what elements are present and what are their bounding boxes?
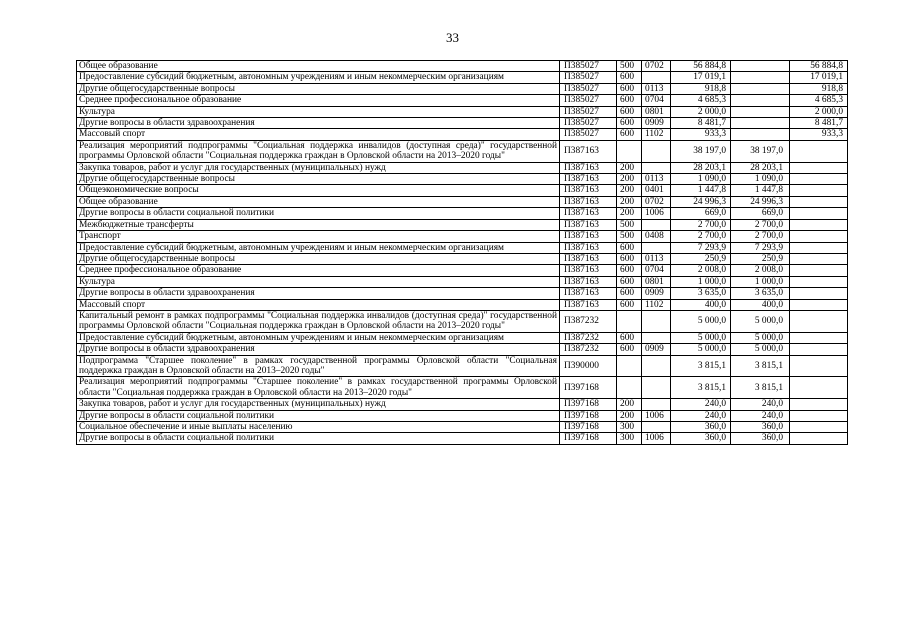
expense-type-cell: 600 xyxy=(617,72,642,83)
expense-name-cell: Среднее профессиональное образование xyxy=(77,265,560,276)
amount-column-2-cell xyxy=(790,288,848,299)
expense-name-cell: Среднее профессиональное образование xyxy=(77,95,560,106)
expense-type-cell: 300 xyxy=(617,422,642,433)
amount-column-1-cell: 1 447,8 xyxy=(731,185,790,196)
expense-name-cell: Другие общегосударственные вопросы xyxy=(77,174,560,185)
target-code-cell: П387232 xyxy=(560,310,617,332)
table-row xyxy=(77,208,848,219)
target-code-cell: П387163 xyxy=(560,219,617,230)
table-row xyxy=(77,231,848,242)
amount-column-1-cell: 5 000,0 xyxy=(731,332,790,343)
expense-name-cell: Закупка товаров, работ и услуг для государственных (муниципальных) нужд xyxy=(77,162,560,173)
amount-column-1-cell xyxy=(731,83,790,94)
table-row xyxy=(77,433,848,444)
amount-column-1-cell xyxy=(731,61,790,72)
table-row xyxy=(77,129,848,140)
amount-column-1-cell xyxy=(731,118,790,129)
expense-name-cell: Капитальный ремонт в рамках подпрограммы "Социальная поддержка инвалидов (доступная среда)" государственной программы Орловской области "Социальная поддержка граждан в Орловской области на 2013–2020 годы" xyxy=(77,310,560,332)
total-amount-cell: 2 700,0 xyxy=(671,219,731,230)
expense-type-cell: 500 xyxy=(617,219,642,230)
amount-column-2-cell: 17 019,1 xyxy=(790,72,848,83)
table-row xyxy=(77,140,848,162)
amount-column-2-cell xyxy=(790,422,848,433)
table-row xyxy=(77,61,848,72)
expense-type-cell: 600 xyxy=(617,344,642,355)
amount-column-2-cell xyxy=(790,332,848,343)
amount-column-2-cell xyxy=(790,355,848,377)
total-amount-cell: 1 090,0 xyxy=(671,174,731,185)
amount-column-1-cell: 5 000,0 xyxy=(731,310,790,332)
expense-type-cell xyxy=(617,377,642,399)
table-row xyxy=(77,310,848,332)
table-row xyxy=(77,219,848,230)
target-code-cell: П385027 xyxy=(560,106,617,117)
table-row xyxy=(77,253,848,264)
amount-column-2-cell xyxy=(790,310,848,332)
expense-type-cell xyxy=(617,310,642,332)
total-amount-cell: 933,3 xyxy=(671,129,731,140)
total-amount-cell: 2 008,0 xyxy=(671,265,731,276)
expense-type-cell: 600 xyxy=(617,95,642,106)
target-code-cell: П385027 xyxy=(560,118,617,129)
total-amount-cell: 17 019,1 xyxy=(671,72,731,83)
target-code-cell: П387232 xyxy=(560,344,617,355)
amount-column-1-cell xyxy=(731,106,790,117)
section-code-cell xyxy=(642,422,671,433)
expense-type-cell: 600 xyxy=(617,265,642,276)
section-code-cell xyxy=(642,219,671,230)
target-code-cell: П387163 xyxy=(560,162,617,173)
amount-column-2-cell xyxy=(790,377,848,399)
amount-column-1-cell: 250,9 xyxy=(731,253,790,264)
total-amount-cell: 56 884,8 xyxy=(671,61,731,72)
expense-type-cell: 600 xyxy=(617,299,642,310)
amount-column-1-cell: 669,0 xyxy=(731,208,790,219)
total-amount-cell: 3 815,1 xyxy=(671,377,731,399)
section-code-cell: 0909 xyxy=(642,344,671,355)
expense-name-cell: Другие вопросы в области социальной политики xyxy=(77,433,560,444)
target-code-cell: П385027 xyxy=(560,61,617,72)
total-amount-cell: 24 996,3 xyxy=(671,196,731,207)
total-amount-cell: 360,0 xyxy=(671,422,731,433)
target-code-cell: П387163 xyxy=(560,140,617,162)
total-amount-cell: 5 000,0 xyxy=(671,344,731,355)
target-code-cell: П385027 xyxy=(560,95,617,106)
table-row xyxy=(77,344,848,355)
expense-name-cell: Предоставление субсидий бюджетным, автономным учреждениям и иным некоммерческим организациям xyxy=(77,332,560,343)
amount-column-1-cell: 3 815,1 xyxy=(731,377,790,399)
expense-name-cell: Предоставление субсидий бюджетным, автономным учреждениям и иным некоммерческим организациям xyxy=(77,72,560,83)
expense-name-cell: Другие вопросы в области социальной политики xyxy=(77,410,560,421)
expense-type-cell: 300 xyxy=(617,433,642,444)
target-code-cell: П385027 xyxy=(560,72,617,83)
amount-column-2-cell xyxy=(790,242,848,253)
total-amount-cell: 240,0 xyxy=(671,410,731,421)
page-number: 33 xyxy=(446,30,459,45)
section-code-cell xyxy=(642,332,671,343)
total-amount-cell: 5 000,0 xyxy=(671,310,731,332)
amount-column-1-cell xyxy=(731,95,790,106)
amount-column-1-cell: 3 635,0 xyxy=(731,288,790,299)
amount-column-2-cell: 933,3 xyxy=(790,129,848,140)
amount-column-2-cell: 8 481,7 xyxy=(790,118,848,129)
table-row xyxy=(77,377,848,399)
expense-type-cell: 600 xyxy=(617,106,642,117)
total-amount-cell: 240,0 xyxy=(671,399,731,410)
table-row xyxy=(77,399,848,410)
expense-type-cell: 600 xyxy=(617,118,642,129)
section-code-cell: 0702 xyxy=(642,61,671,72)
section-code-cell: 0113 xyxy=(642,174,671,185)
amount-column-2-cell xyxy=(790,276,848,287)
expense-name-cell: Предоставление субсидий бюджетным, автономным учреждениям и иным некоммерческим организациям xyxy=(77,242,560,253)
expense-name-cell: Общее образование xyxy=(77,61,560,72)
amount-column-2-cell xyxy=(790,433,848,444)
table-row xyxy=(77,72,848,83)
expense-type-cell: 200 xyxy=(617,196,642,207)
section-code-cell: 1006 xyxy=(642,208,671,219)
amount-column-2-cell: 2 000,0 xyxy=(790,106,848,117)
total-amount-cell: 3 635,0 xyxy=(671,288,731,299)
section-code-cell: 0909 xyxy=(642,288,671,299)
amount-column-1-cell: 240,0 xyxy=(731,410,790,421)
amount-column-1-cell: 2 700,0 xyxy=(731,231,790,242)
table-row xyxy=(77,106,848,117)
table-row xyxy=(77,95,848,106)
section-code-cell: 1006 xyxy=(642,433,671,444)
total-amount-cell: 669,0 xyxy=(671,208,731,219)
total-amount-cell: 8 481,7 xyxy=(671,118,731,129)
section-code-cell: 1102 xyxy=(642,129,671,140)
total-amount-cell: 360,0 xyxy=(671,433,731,444)
expense-name-cell: Подпрограмма "Старшее поколение" в рамках государственной программы Орловской области "Социальная поддержка граждан в Орловской области на 2013–2020 годы" xyxy=(77,355,560,377)
expense-type-cell: 200 xyxy=(617,208,642,219)
expense-name-cell: Массовый спорт xyxy=(77,129,560,140)
section-code-cell: 0704 xyxy=(642,95,671,106)
amount-column-1-cell: 2 700,0 xyxy=(731,219,790,230)
amount-column-1-cell: 1 090,0 xyxy=(731,174,790,185)
amount-column-1-cell: 5 000,0 xyxy=(731,344,790,355)
total-amount-cell: 4 685,3 xyxy=(671,95,731,106)
section-code-cell: 0113 xyxy=(642,253,671,264)
expense-type-cell: 600 xyxy=(617,129,642,140)
expense-name-cell: Другие вопросы в области здравоохранения xyxy=(77,288,560,299)
expense-name-cell: Социальное обеспечение и иные выплаты населению xyxy=(77,422,560,433)
expense-type-cell: 500 xyxy=(617,61,642,72)
target-code-cell: П387163 xyxy=(560,231,617,242)
section-code-cell: 1006 xyxy=(642,410,671,421)
amount-column-1-cell: 28 203,1 xyxy=(731,162,790,173)
total-amount-cell: 3 815,1 xyxy=(671,355,731,377)
amount-column-1-cell: 38 197,0 xyxy=(731,140,790,162)
amount-column-1-cell xyxy=(731,72,790,83)
target-code-cell: П387232 xyxy=(560,332,617,343)
target-code-cell: П387163 xyxy=(560,196,617,207)
amount-column-2-cell xyxy=(790,162,848,173)
total-amount-cell: 5 000,0 xyxy=(671,332,731,343)
table-row xyxy=(77,332,848,343)
amount-column-2-cell xyxy=(790,265,848,276)
amount-column-2-cell xyxy=(790,399,848,410)
expense-type-cell: 600 xyxy=(617,242,642,253)
section-code-cell xyxy=(642,72,671,83)
amount-column-1-cell: 3 815,1 xyxy=(731,355,790,377)
target-code-cell: П387163 xyxy=(560,208,617,219)
amount-column-2-cell: 4 685,3 xyxy=(790,95,848,106)
target-code-cell: П385027 xyxy=(560,129,617,140)
target-code-cell: П397168 xyxy=(560,433,617,444)
table-row xyxy=(77,299,848,310)
expense-type-cell: 200 xyxy=(617,399,642,410)
expense-type-cell: 200 xyxy=(617,162,642,173)
section-code-cell: 0113 xyxy=(642,83,671,94)
amount-column-2-cell xyxy=(790,231,848,242)
table-row xyxy=(77,174,848,185)
section-code-cell xyxy=(642,310,671,332)
total-amount-cell: 1 447,8 xyxy=(671,185,731,196)
table-row xyxy=(77,118,848,129)
section-code-cell: 0801 xyxy=(642,106,671,117)
section-code-cell xyxy=(642,377,671,399)
table-row xyxy=(77,162,848,173)
amount-column-2-cell xyxy=(790,344,848,355)
section-code-cell xyxy=(642,399,671,410)
target-code-cell: П387163 xyxy=(560,174,617,185)
amount-column-2-cell xyxy=(790,185,848,196)
total-amount-cell: 400,0 xyxy=(671,299,731,310)
expense-name-cell: Другие вопросы в области здравоохранения xyxy=(77,344,560,355)
expense-name-cell: Реализация мероприятий подпрограммы "Социальная поддержка инвалидов (доступная среда)" государственной программы Орловской области "Социальная поддержка граждан в Орловской области на 2013–2020 годы" xyxy=(77,140,560,162)
amount-column-2-cell xyxy=(790,253,848,264)
amount-column-1-cell: 400,0 xyxy=(731,299,790,310)
target-code-cell: П387163 xyxy=(560,276,617,287)
expense-name-cell: Реализация мероприятий подпрограммы "Старшее поколение" в рамках государственной программы Орловской области "Социальная поддержка граждан в Орловской области на 2013–2020 годы" xyxy=(77,377,560,399)
amount-column-1-cell xyxy=(731,129,790,140)
expense-name-cell: Другие вопросы в области здравоохранения xyxy=(77,118,560,129)
target-code-cell: П387163 xyxy=(560,185,617,196)
amount-column-1-cell: 360,0 xyxy=(731,433,790,444)
expense-type-cell: 500 xyxy=(617,231,642,242)
target-code-cell: П397168 xyxy=(560,399,617,410)
expense-type-cell xyxy=(617,140,642,162)
total-amount-cell: 28 203,1 xyxy=(671,162,731,173)
table-row xyxy=(77,185,848,196)
budget-table xyxy=(76,60,848,445)
section-code-cell xyxy=(642,242,671,253)
expense-name-cell: Культура xyxy=(77,106,560,117)
amount-column-2-cell: 56 884,8 xyxy=(790,61,848,72)
target-code-cell: П397168 xyxy=(560,377,617,399)
expense-type-cell: 600 xyxy=(617,276,642,287)
amount-column-2-cell xyxy=(790,208,848,219)
expense-type-cell: 200 xyxy=(617,410,642,421)
total-amount-cell: 2 000,0 xyxy=(671,106,731,117)
total-amount-cell: 7 293,9 xyxy=(671,242,731,253)
expense-type-cell: 600 xyxy=(617,253,642,264)
target-code-cell: П397168 xyxy=(560,422,617,433)
amount-column-1-cell: 2 008,0 xyxy=(731,265,790,276)
section-code-cell: 0801 xyxy=(642,276,671,287)
section-code-cell xyxy=(642,162,671,173)
table-row xyxy=(77,288,848,299)
expense-name-cell: Массовый спорт xyxy=(77,299,560,310)
amount-column-2-cell xyxy=(790,140,848,162)
table-row xyxy=(77,83,848,94)
section-code-cell: 0702 xyxy=(642,196,671,207)
amount-column-2-cell xyxy=(790,174,848,185)
amount-column-2-cell: 918,8 xyxy=(790,83,848,94)
amount-column-1-cell: 240,0 xyxy=(731,399,790,410)
expense-type-cell: 600 xyxy=(617,83,642,94)
section-code-cell: 0909 xyxy=(642,118,671,129)
section-code-cell xyxy=(642,140,671,162)
section-code-cell xyxy=(642,355,671,377)
expense-name-cell: Общее образование xyxy=(77,196,560,207)
expense-name-cell: Закупка товаров, работ и услуг для государственных (муниципальных) нужд xyxy=(77,399,560,410)
target-code-cell: П390000 xyxy=(560,355,617,377)
total-amount-cell: 1 000,0 xyxy=(671,276,731,287)
target-code-cell: П387163 xyxy=(560,288,617,299)
expense-name-cell: Межбюджетные трансферты xyxy=(77,219,560,230)
section-code-cell: 1102 xyxy=(642,299,671,310)
section-code-cell: 0408 xyxy=(642,231,671,242)
amount-column-2-cell xyxy=(790,219,848,230)
expense-name-cell: Другие вопросы в области социальной политики xyxy=(77,208,560,219)
target-code-cell: П397168 xyxy=(560,410,617,421)
total-amount-cell: 38 197,0 xyxy=(671,140,731,162)
total-amount-cell: 250,9 xyxy=(671,253,731,264)
section-code-cell: 0704 xyxy=(642,265,671,276)
table-row xyxy=(77,242,848,253)
table-row xyxy=(77,410,848,421)
expense-name-cell: Культура xyxy=(77,276,560,287)
table-row xyxy=(77,276,848,287)
expense-type-cell: 600 xyxy=(617,288,642,299)
expense-type-cell xyxy=(617,355,642,377)
amount-column-2-cell xyxy=(790,410,848,421)
target-code-cell: П385027 xyxy=(560,83,617,94)
target-code-cell: П387163 xyxy=(560,299,617,310)
expense-type-cell: 600 xyxy=(617,332,642,343)
table-row xyxy=(77,265,848,276)
amount-column-1-cell: 360,0 xyxy=(731,422,790,433)
table-row xyxy=(77,196,848,207)
target-code-cell: П387163 xyxy=(560,265,617,276)
expense-type-cell: 200 xyxy=(617,185,642,196)
amount-column-2-cell xyxy=(790,196,848,207)
target-code-cell: П387163 xyxy=(560,242,617,253)
section-code-cell: 0401 xyxy=(642,185,671,196)
amount-column-1-cell: 1 000,0 xyxy=(731,276,790,287)
amount-column-1-cell: 24 996,3 xyxy=(731,196,790,207)
expense-name-cell: Другие общегосударственные вопросы xyxy=(77,83,560,94)
budget-table-body xyxy=(77,61,848,445)
expense-type-cell: 200 xyxy=(617,174,642,185)
target-code-cell: П387163 xyxy=(560,253,617,264)
table-row xyxy=(77,355,848,377)
amount-column-1-cell: 7 293,9 xyxy=(731,242,790,253)
total-amount-cell: 2 700,0 xyxy=(671,231,731,242)
amount-column-2-cell xyxy=(790,299,848,310)
expense-name-cell: Общеэкономические вопросы xyxy=(77,185,560,196)
table-row xyxy=(77,422,848,433)
total-amount-cell: 918,8 xyxy=(671,83,731,94)
expense-name-cell: Транспорт xyxy=(77,231,560,242)
expense-name-cell: Другие общегосударственные вопросы xyxy=(77,253,560,264)
